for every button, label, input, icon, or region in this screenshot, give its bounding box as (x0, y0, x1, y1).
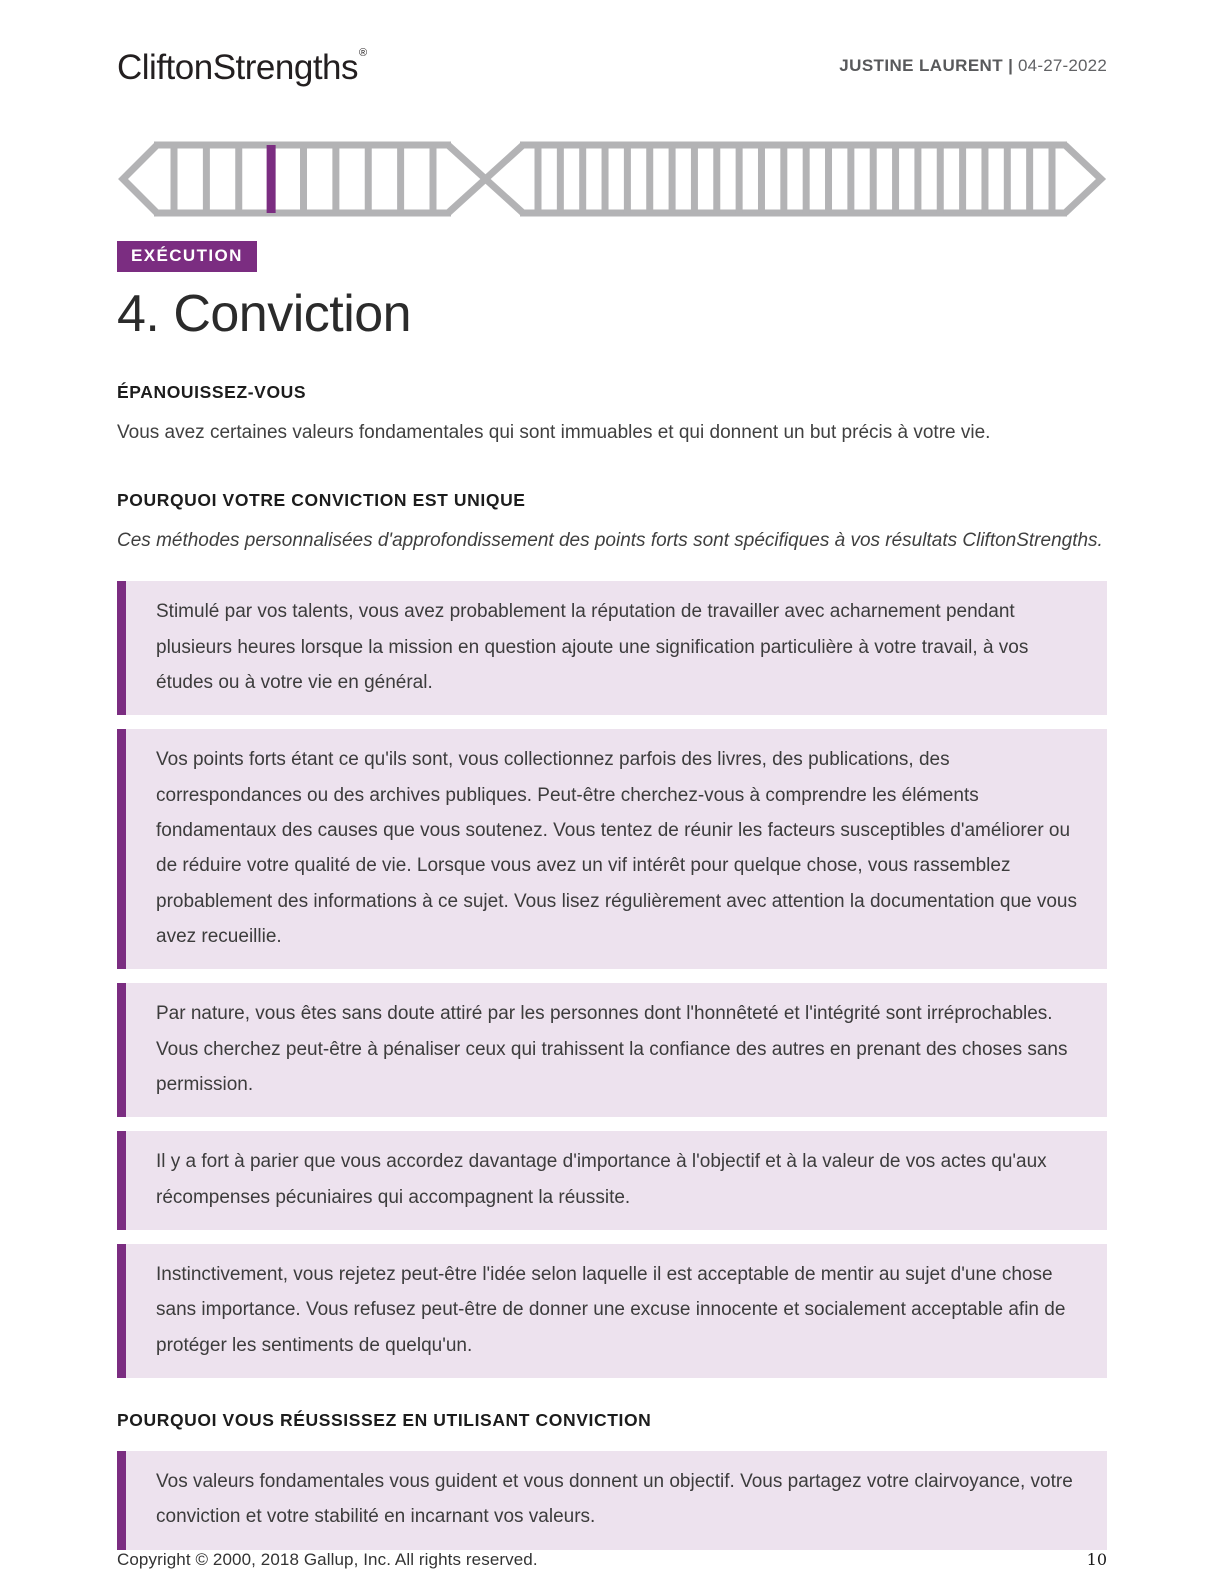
footer (117, 1550, 1107, 1570)
insight-box: Vos points forts étant ce qu'ils sont, vous collectionnez parfois des livres, des publications, des correspondances ou des archives publiques. Peut-être cherchez-vous à comprendre les éléments fondamentaux des causes que vous soutenez. Vous tentez de réunir les facteurs susceptibles d'améliorer ou de réduire votre qualité de vie. Lorsque vous avez un vif intérêt pour quelque chose, vous rassemblez probablement des informations à ce sujet. Vous lisez régulièrement avec attention la documentation que vous avez recueillie. (117, 729, 1107, 969)
domain-badge-execution: EXÉCUTION (117, 241, 257, 272)
unique-insight-boxes (117, 581, 1107, 1378)
section-heading-thrive: ÉPANOUISSEZ-VOUS (117, 382, 307, 402)
insight-box: Vos valeurs fondamentales vous guident et vous donnent un objectif. Vous partagez votre clairvoyance, votre conviction et votre stabilité en incarnant vos valeurs. (117, 1451, 1107, 1550)
insight-box: Par nature, vous êtes sans doute attiré par les personnes dont l'honnêteté et l'intégrité sont irréprochables. Vous cherchez peut-être à pénaliser ceux qui trahissent la confiance des autres en prenant des choses sans permission. (117, 983, 1107, 1117)
page-number: 10 (1086, 1549, 1107, 1569)
strengths-dna-strand-graphic (117, 137, 1107, 221)
section-heading-succeed: POURQUOI VOUS RÉUSSISSEZ EN UTILISANT CONVICTION (117, 1409, 652, 1430)
strand-right-tip (1065, 145, 1101, 213)
strand-left-tip (123, 145, 157, 213)
insight-box: Il y a fort à parier que vous accordez davantage d'importance à l'objectif et à la valeur de vos actes qu'aux récompenses pécuniaires qui accompagnent la réussite. (117, 1131, 1107, 1230)
registered-trademark-symbol: ® (359, 47, 367, 59)
header-user-info (839, 56, 1107, 76)
brand-logo-text: CliftonStrengths (117, 48, 359, 87)
insight-box: Stimulé par vos talents, vous avez probablement la réputation de travailler avec acharnement pendant plusieurs heures lorsque la mission en question ajoute une signification particulière à votre travail, à vos études ou à votre vie en général. (117, 581, 1107, 715)
header (117, 47, 1107, 87)
brand-logo (117, 47, 367, 87)
page-title: 4. Conviction (117, 285, 412, 343)
dna-strand-svg (117, 137, 1107, 221)
succeed-insight-boxes (117, 1451, 1107, 1550)
strand-left-rungs (174, 145, 433, 213)
section-heading-unique: POURQUOI VOTRE CONVICTION EST UNIQUE (117, 489, 526, 510)
strand-right-rungs (538, 145, 1052, 213)
person-name: JUSTINE LAURENT | (839, 56, 1014, 75)
thrive-body-text: Vous avez certaines valeurs fondamentales qui sont immuables et qui donnent un but précis à votre vie. (117, 422, 991, 443)
report-date: 04-27-2022 (1018, 56, 1107, 75)
copyright-text: Copyright © 2000, 2018 Gallup, Inc. All rights reserved. (117, 1549, 538, 1569)
insight-box: Instinctivement, vous rejetez peut-être l'idée selon laquelle il est acceptable de mentir au sujet d'une chose sans importance. Vous refusez peut-être de donner une excuse innocente et socialement acceptable afin de protéger les sentiments de quelqu'un. (117, 1244, 1107, 1378)
unique-intro-text: Ces méthodes personnalisées d'approfondissement des points forts sont spécifiques à vos résultats CliftonStrengths. (117, 529, 1103, 551)
